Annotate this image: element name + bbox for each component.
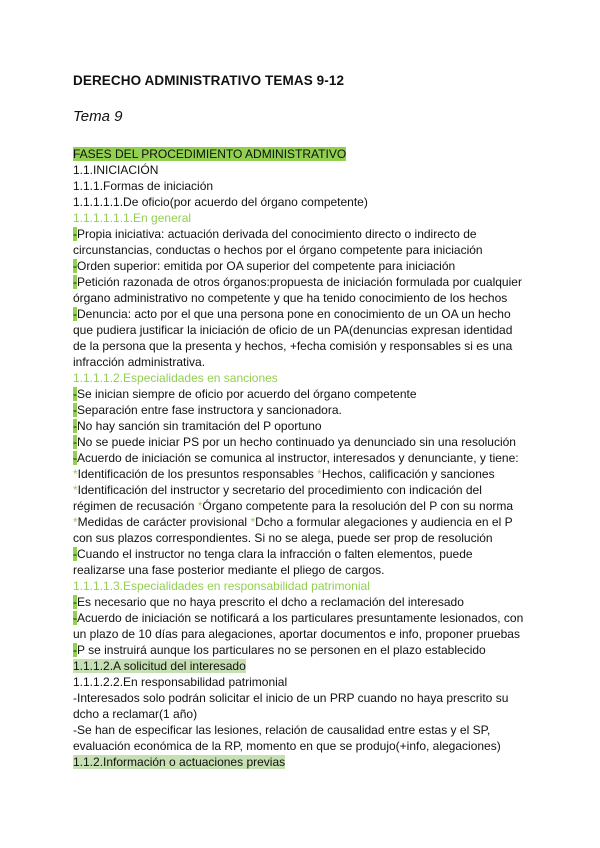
text-line: un plazo de 10 días para alegaciones, aportar documentos e info, proponer pruebas: [73, 627, 520, 641]
heading-informacion: 1.1.2.Información o actuaciones previas: [73, 755, 286, 769]
document-title: DERECHO ADMINISTRATIVO TEMAS 9-12: [73, 73, 345, 88]
dash-marker: -: [73, 595, 77, 609]
text-line: que pudiera justificar la iniciación de oficio de un PA(denuncias expresan identidad: [73, 323, 513, 337]
section-heading: FASES DEL PROCEDIMIENTO ADMINISTRATIVO: [73, 147, 347, 161]
list-item: *Identificación del instructor y secretario del procedimiento con indicación del: [73, 483, 482, 497]
heading-de-oficio: 1.1.1.1.1.De oficio(por acuerdo del órgano competente): [73, 195, 368, 209]
dash-marker: -: [73, 691, 77, 705]
list-item: régimen de recusación *Órgano competente para la resolución del P con su norma: [73, 499, 514, 513]
star-marker: *: [197, 499, 203, 513]
heading-formas: 1.1.1.Formas de iniciación: [73, 179, 214, 193]
dash-marker: -: [73, 307, 77, 321]
list-item: -No hay sanción sin tramitación del P oportuno: [73, 419, 322, 433]
dash-marker: -: [73, 451, 77, 465]
text-line: infracción administrativa.: [73, 355, 206, 369]
list-item: -Orden superior: emitida por OA superior del competente para iniciación: [73, 259, 456, 273]
dash-marker: -: [73, 435, 77, 449]
heading-en-general: 1.1.1.1.1.1.En general: [73, 211, 192, 225]
dash-marker: -: [73, 547, 77, 561]
list-item: *Medidas de carácter provisional *Dcho a formular alegaciones y audiencia en el P: [73, 515, 513, 529]
dash-marker: -: [73, 259, 77, 273]
dash-marker: -: [73, 275, 77, 289]
list-item: -Petición razonada de otros órganos:propuesta de iniciación formulada por cualquier: [73, 275, 522, 289]
star-marker: *: [317, 467, 322, 481]
list-item: *Identificación de los presuntos responsables *Hechos, calificación y sanciones: [73, 467, 495, 481]
list-item: -Denuncia: acto por el que una persona pone en conocimiento de un OA un hecho: [73, 307, 511, 321]
document-body: [73, 146, 533, 770]
star-marker: *: [73, 467, 78, 481]
star-marker: *: [73, 515, 78, 529]
list-item: -Es necesario que no haya prescrito el dcho a reclamación del interesado: [73, 595, 464, 609]
heading-responsabilidad: 1.1.1.1.3.Especialidades en responsabilidad patrimonial: [73, 579, 370, 593]
text-line: realizarse una fase posterior mediante el pliego de cargos.: [73, 563, 385, 577]
dash-marker: -: [73, 227, 77, 241]
heading-solicitud: 1.1.1.2.A solicitud del interesado: [73, 659, 246, 673]
heading-rp: 1.1.1.2.2.En responsabilidad patrimonial: [73, 675, 288, 689]
list-item: -Interesados solo podrán solicitar el inicio de un PRP cuando no haya prescrito su: [73, 691, 509, 705]
text-line: evaluación económica de la RP, momento en que se produjo(+info, alegaciones): [73, 739, 501, 753]
heading-sanciones: 1.1.1.1.2.Especialidades en sanciones: [73, 371, 278, 385]
list-item: -No se puede iniciar PS por un hecho continuado ya denunciado sin una resolución: [73, 435, 516, 449]
dash-marker: -: [73, 387, 77, 401]
list-item: -Cuando el instructor no tenga clara la infracción o falten elementos, puede: [73, 547, 473, 561]
list-item: -P se instruirá aunque los particulares no se personen en el plazo establecido: [73, 643, 486, 657]
list-item: -Separación entre fase instructora y sancionadora.: [73, 403, 342, 417]
dash-marker: -: [73, 419, 77, 433]
list-item: -Acuerdo de iniciación se comunica al instructor, interesados y denunciante, y tiene:: [73, 451, 519, 465]
text-line: órgano administrativo no competente y que ha tenido conocimiento de los hechos: [73, 291, 508, 305]
dash-marker: -: [73, 403, 77, 417]
text-line: con sus plazos correspondientes. Si no se alega, puede ser prop de resolución: [73, 531, 493, 545]
list-item: -Acuerdo de iniciación se notificará a los particulares presuntamente lesionados, con: [73, 611, 524, 625]
text-line: dcho a reclamar(1 año): [73, 707, 198, 721]
text-line: de la persona que la presenta y hechos, +fecha comisión y responsables si es una: [73, 339, 513, 353]
document-subtitle: Tema 9: [73, 108, 123, 125]
list-item: -Se han de especificar las lesiones, relación de causalidad entre estas y el SP,: [73, 723, 491, 737]
list-item: -Propia iniciativa: actuación derivada del conocimiento directo o indirecto de: [73, 227, 477, 241]
text-line: circunstancias, conductas o hechos por el órgano competente para iniciación: [73, 243, 483, 257]
star-marker: *: [250, 515, 256, 529]
heading-iniciacion: 1.1.INICIACIÓN: [73, 163, 159, 177]
list-item: -Se inician siempre de oficio por acuerdo del órgano competente: [73, 387, 417, 401]
star-marker: *: [73, 483, 78, 497]
dash-marker: -: [73, 611, 77, 625]
dash-marker: -: [73, 723, 77, 737]
dash-marker: -: [73, 643, 77, 657]
